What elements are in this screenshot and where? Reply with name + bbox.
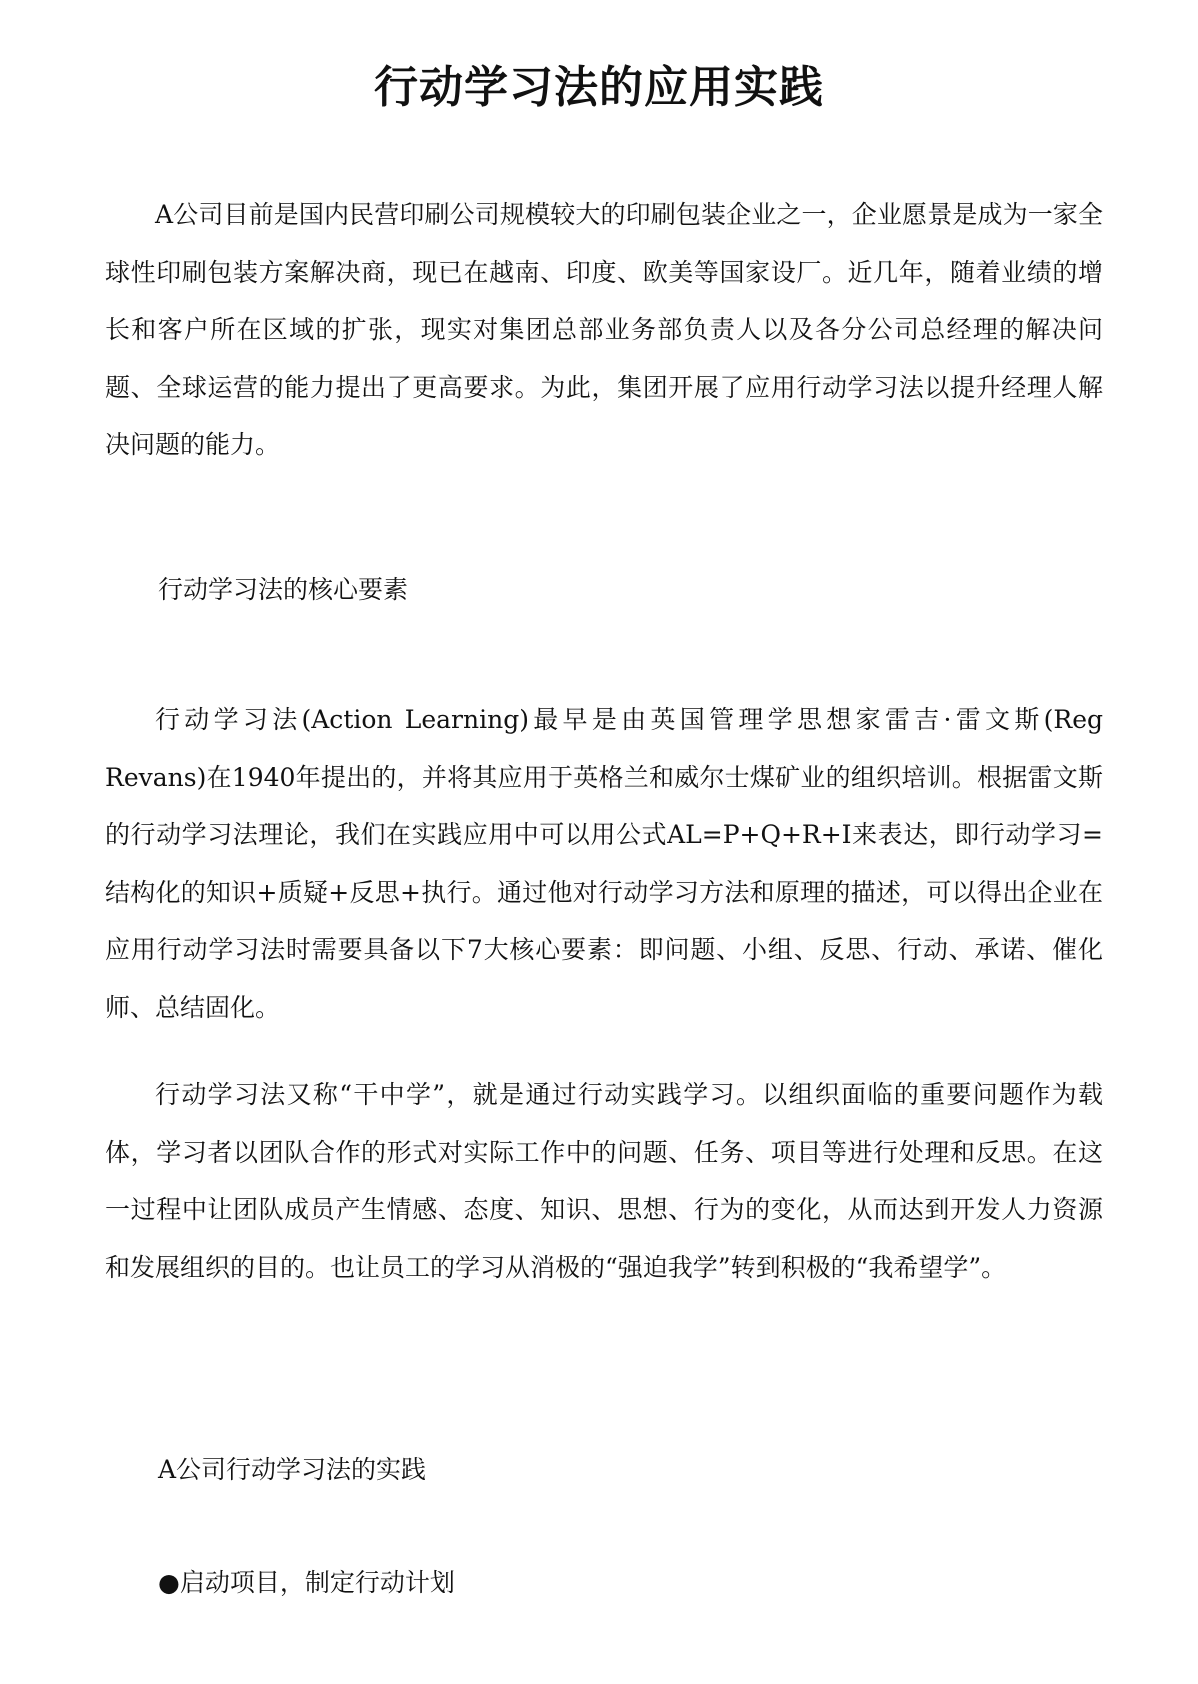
section-heading-core-elements: 行动学习法的核心要素 (158, 575, 409, 604)
paragraph-action-learning-origin: 行动学习法(Action Learning)最早是由英国管理学思想家雷吉·雷文斯(Reg Revans)在1940年提出的，并将其应用于英格兰和威尔士煤矿业的组织培训。根据雷文斯的行动学习法理论，我们在实践应用中可以用公式AL=P+Q+R+I来表达，即行动学习=结构化的知识+质疑+反思+执行。通过他对行动学习方法和原理的描述，可以得出企业在应用行动学习法时需要具备以下7大核心要素：即问题、小组、反思、行动、承诺、催化师、总结固化。 (105, 705, 1103, 1022)
section-heading-company-practice: A公司行动学习法的实践 (158, 1455, 427, 1484)
bullet-start-project: ●启动项目，制定行动计划 (158, 1568, 455, 1597)
paragraph-learning-by-doing: 行动学习法又称“干中学”，就是通过行动实践学习。以组织面临的重要问题作为载体，学习者以团队合作的形式对实际工作中的问题、任务、项目等进行处理和反思。在这一过程中让团队成员产生情感、态度、知识、思想、行为的变化，从而达到开发人力资源和发展组织的目的。也让员工的学习从消极的“强迫我学”转到积极的“我希望学”。 (105, 1080, 1103, 1282)
paragraph-intro: A公司目前是国内民营印刷公司规模较大的印刷包装企业之一，企业愿景是成为一家全球性印刷包装方案解决商，现已在越南、印度、欧美等国家设厂。近几年，随着业绩的增长和客户所在区域的扩张，现实对集团总部业务部负责人以及各分公司总经理的解决问题、全球运营的能力提出了更高要求。为此，集团开展了应用行动学习法以提升经理人解决问题的能力。 (105, 200, 1103, 459)
document-title: 行动学习法的应用实践 (374, 62, 824, 113)
